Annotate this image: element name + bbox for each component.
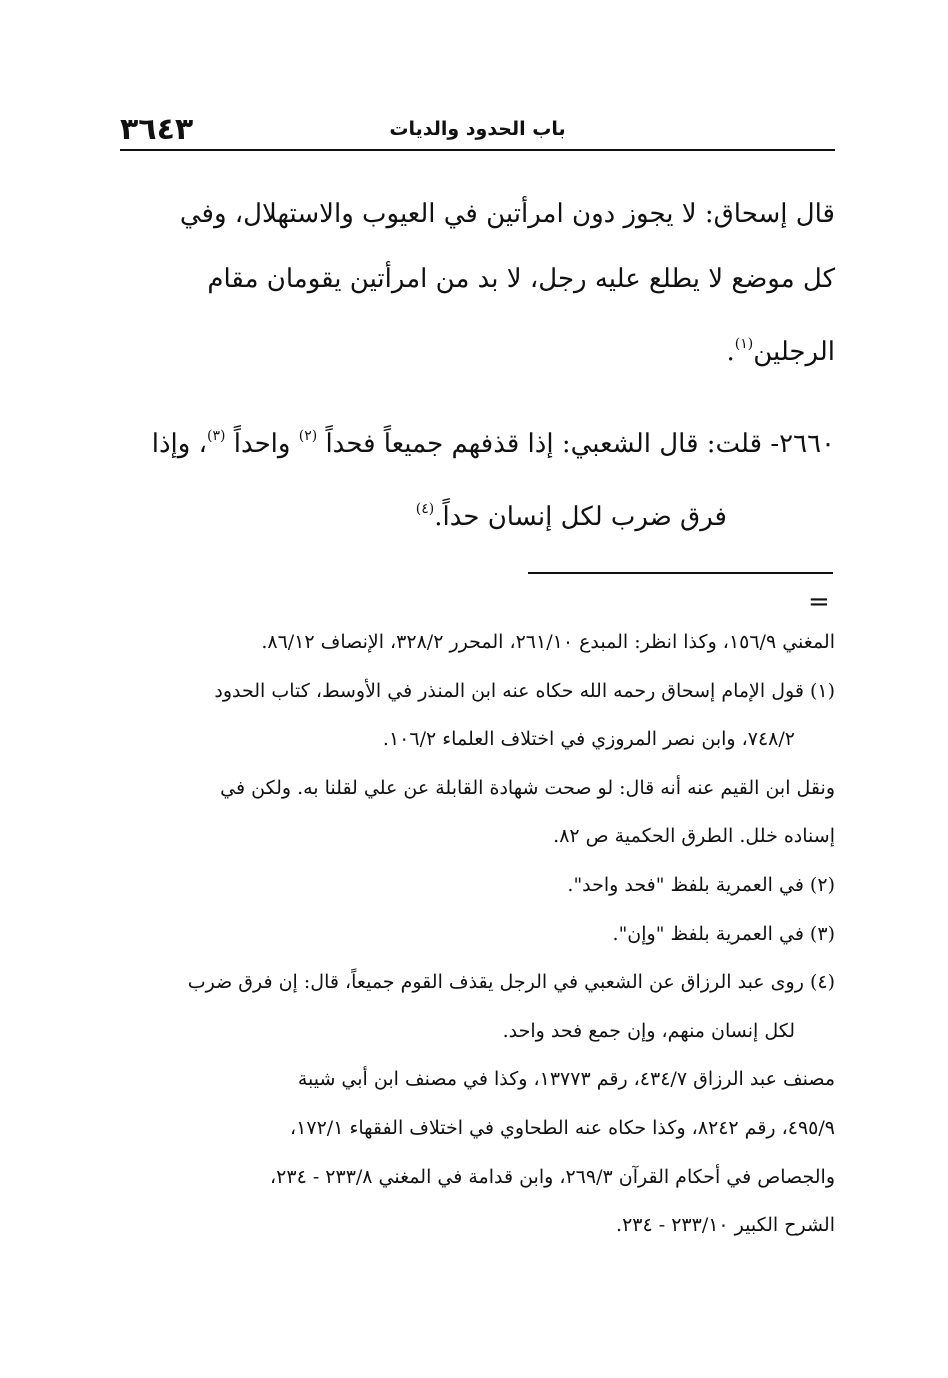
footnotes	[118, 618, 835, 1250]
footnote-line: الشرح الكبير ٢٣٣/١٠ - ٢٣٤.	[616, 1214, 835, 1237]
footnote-line: ٧٤٨/٢، وابن نصر المروزي في اختلاف العلماء ١٠٦/٢.	[382, 728, 795, 751]
paragraph-2660	[118, 404, 835, 550]
body-line	[118, 477, 835, 550]
footnote-line: لكل إنسان منهم، وإن جمع فحد واحد.	[502, 1019, 795, 1042]
body-line: قال إسحاق: لا يجوز دون امرأتين في العيوب والاستهلال، وفي	[179, 199, 835, 229]
footnote-line: إسناده خلل. الطرق الحكمية ص ٨٢.	[553, 825, 835, 848]
footnote-ref-2[interactable]: (٢)	[298, 428, 318, 444]
body-text: واحداً	[233, 429, 299, 459]
footnote-4: (٤) روى عبد الرزاق عن الشعبي في الرجل يقذف القوم جميعاً، قال: إن فرق ضرب	[187, 971, 835, 994]
footnote-separator	[528, 572, 833, 574]
footnote-continuation-mark: =	[808, 587, 830, 617]
footnote-line: والجصاص في أحكام القرآن ٢٦٩/٣، وابن قدامة في المغني ٢٣٣/٨ - ٢٣٤،	[270, 1165, 835, 1188]
body-text: ٢٦٦٠- قلت: قال الشعبي: إذا قذفهم جميعاً فحداً	[325, 429, 835, 459]
footnote-2: (٢) في العمرية بلفظ "فحد واحد".	[567, 873, 835, 896]
body-line: كل موضع لا يطلع عليه رجل، لا بد من امرأتين يقومان مقام	[207, 264, 835, 294]
footnote-line: مصنف عبد الرزاق ٤٣٤/٧، رقم ١٣٧٧٣، وكذا في مصنف ابن أبي شيبة	[297, 1068, 835, 1091]
paragraph-ishaq	[118, 182, 835, 385]
footnote-ref-3[interactable]: (٣)	[206, 428, 226, 444]
body-line	[118, 312, 835, 385]
page-header	[120, 108, 835, 148]
body-text: الرجلين	[753, 337, 835, 367]
body-text: ، وإذا	[151, 429, 207, 459]
page-number: ٣٦٤٣	[120, 112, 194, 147]
footnote-3: (٣) في العمرية بلفظ "وإن".	[612, 922, 835, 945]
footnote-ref-4[interactable]: (٤)	[415, 501, 435, 517]
footnote-1: (١) قول الإمام إسحاق رحمه الله حكاه عنه ابن المنذر في الأوسط، كتاب الحدود	[214, 679, 835, 702]
footnote-line: ونقل ابن القيم عنه أنه قال: لو صحت شهادة القابلة عن علي لقلنا به. ولكن في	[220, 776, 835, 799]
header-rule	[120, 149, 835, 151]
footnote-ref-1[interactable]: (١)	[734, 336, 754, 352]
footnote-line: المغني ١٥٦/٩، وكذا انظر: المبدع ٢٦١/١٠، المحرر ٣٢٨/٢، الإنصاف ٨٦/١٢.	[261, 631, 835, 653]
body-text: .	[726, 337, 735, 367]
body-line	[118, 404, 835, 477]
body-text: فرق ضرب لكل إنسان حداً.	[434, 502, 727, 532]
footnote-line: ٤٩٥/٩، رقم ٨٢٤٢، وكذا حكاه عنه الطحاوي في اختلاف الفقهاء ١٧٢/١،	[290, 1116, 835, 1139]
running-title: باب الحدود والديات	[389, 118, 566, 140]
